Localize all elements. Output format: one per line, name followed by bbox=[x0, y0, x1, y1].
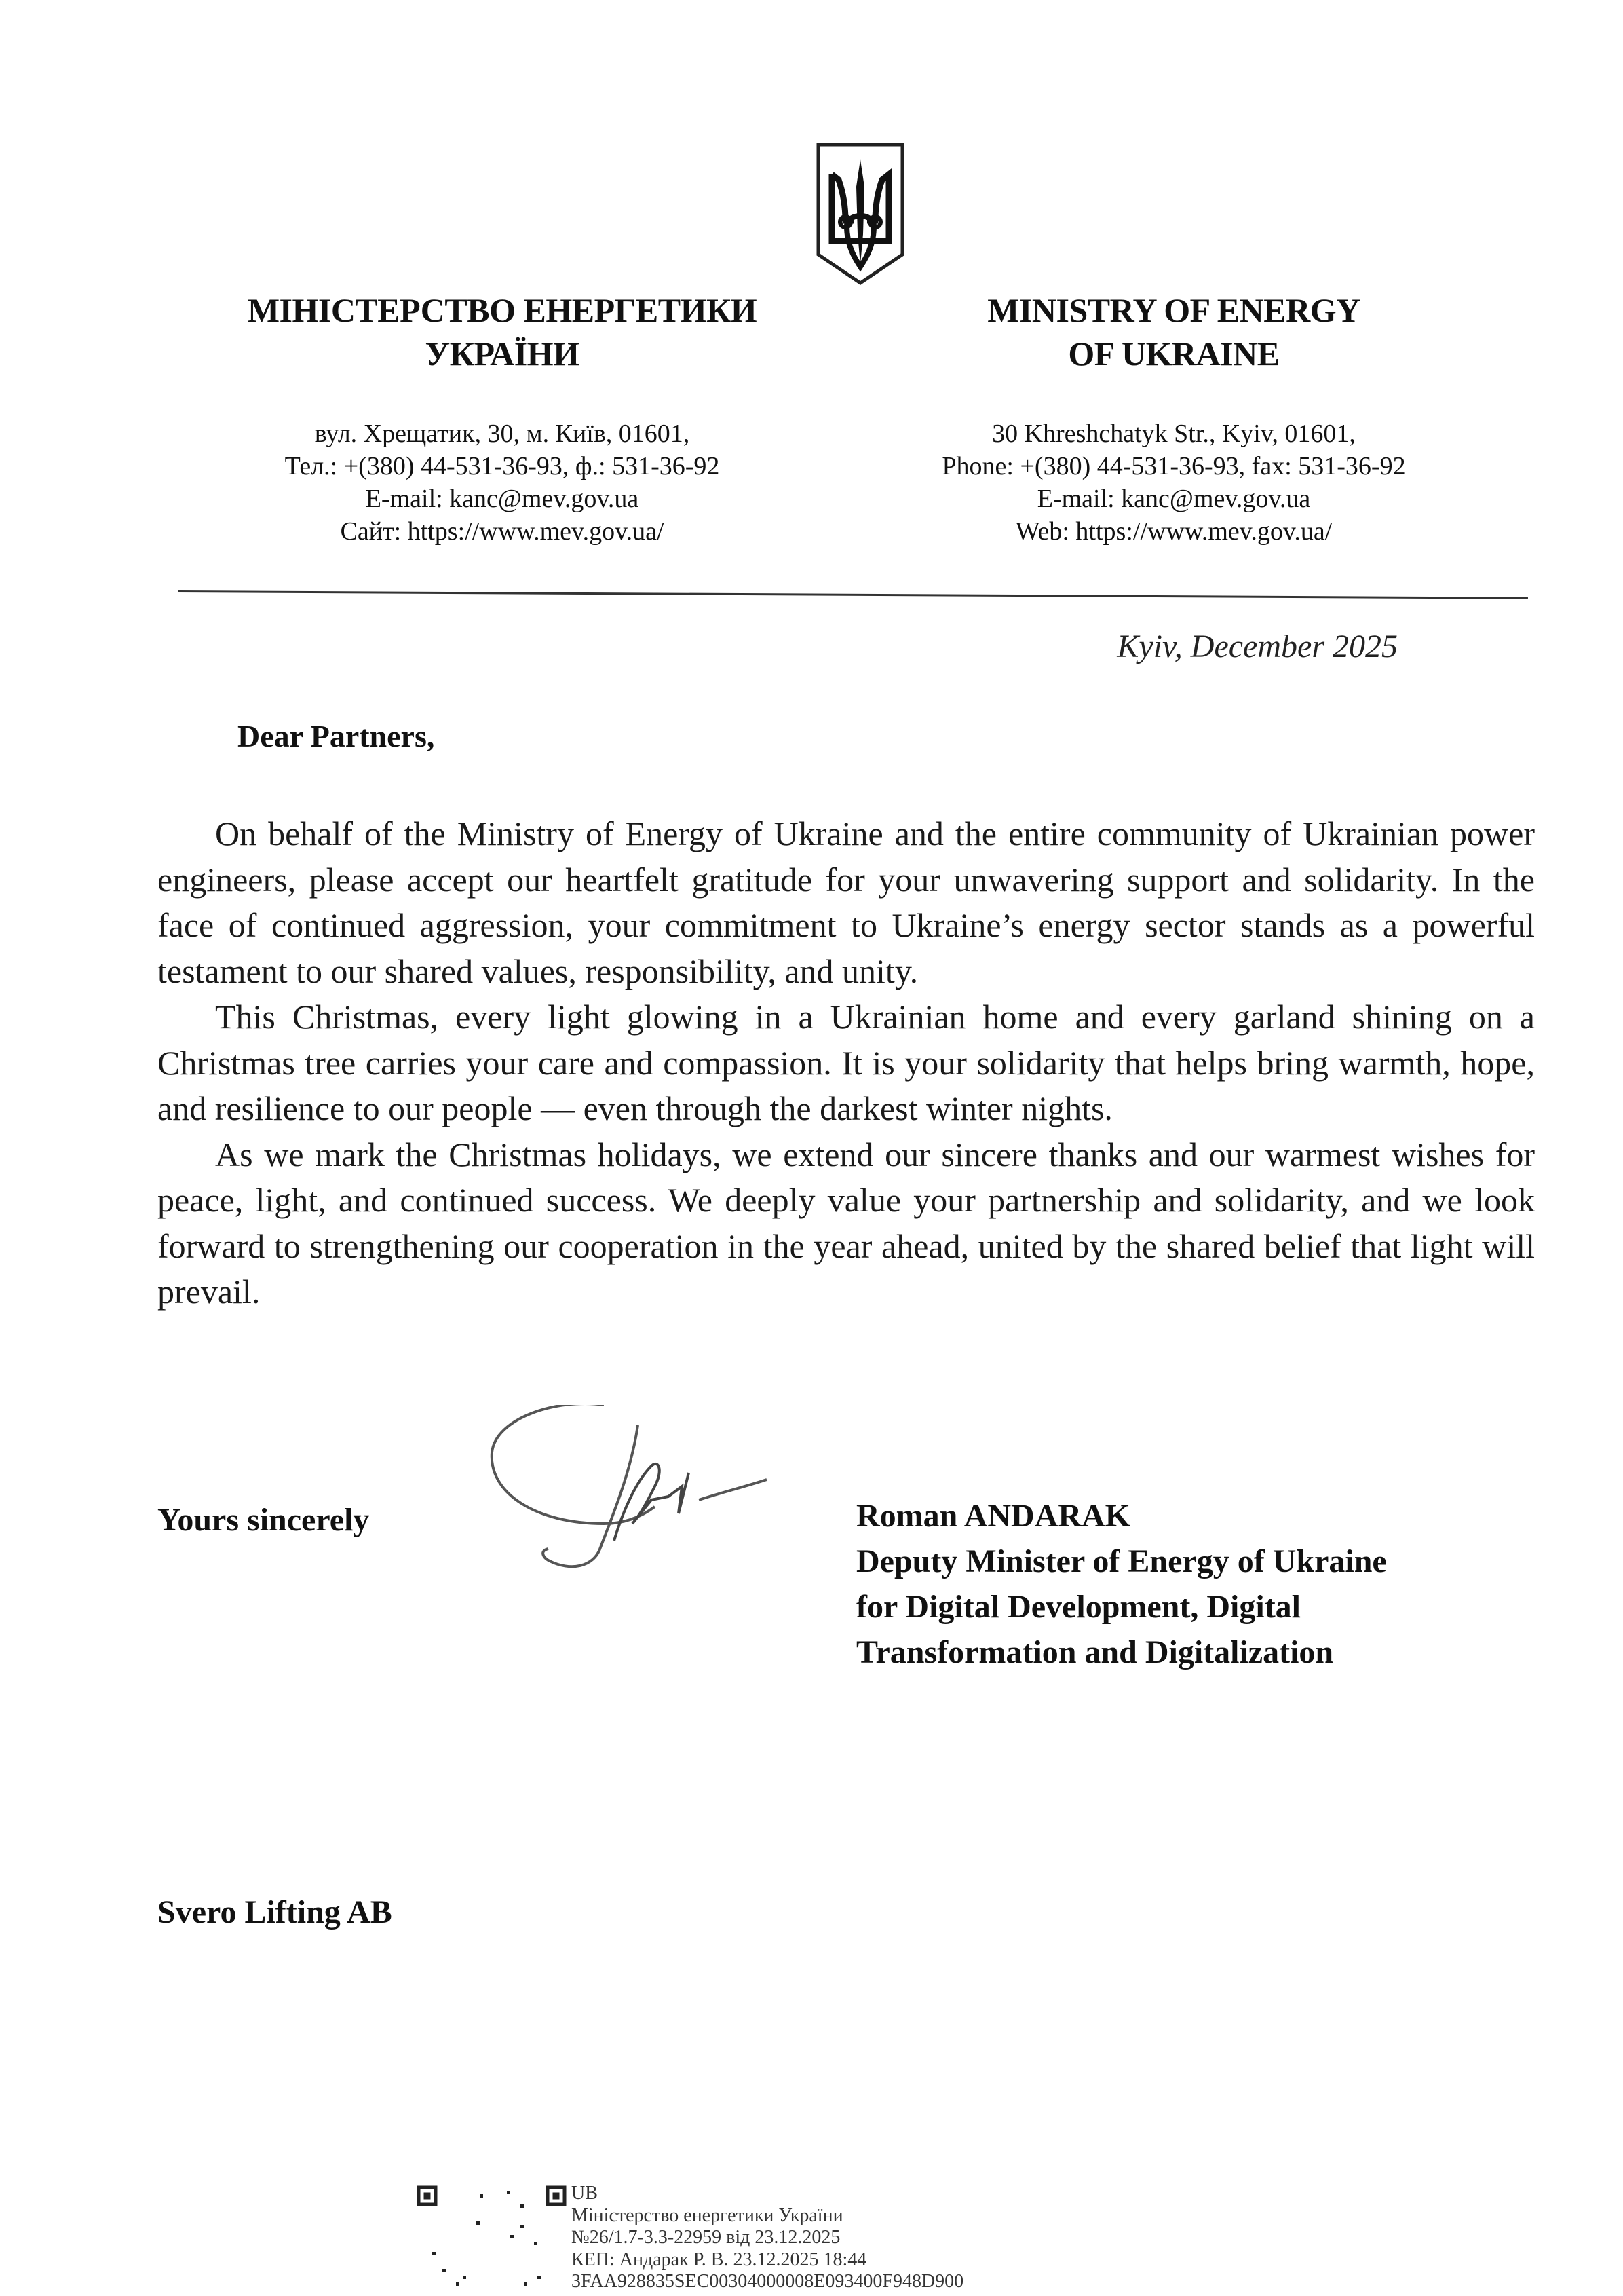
e-signature-stamp bbox=[571, 2183, 963, 2293]
phone-ua: Тел.: +(380) 44-531-36-93, ф.: 531-36-92 bbox=[284, 452, 720, 481]
website-ua[interactable]: Сайт: https://www.mev.gov.ua/ bbox=[340, 517, 664, 546]
qr-code-icon bbox=[415, 2184, 568, 2296]
place-date: Kyiv, December 2025 bbox=[1117, 628, 1398, 664]
phone-en: Phone: +(380) 44-531-36-93, fax: 531-36-92 bbox=[942, 452, 1406, 481]
stamp-line: 3FAA928835SEC00304000008E093400F948D900 bbox=[571, 2271, 964, 2292]
contact-block-ua bbox=[176, 417, 828, 548]
address-en: 30 Khreshchatyk Str., Kyiv, 01601, bbox=[992, 419, 1356, 448]
stamp-line: UB bbox=[571, 2183, 598, 2204]
recipient: Svero Lifting AB bbox=[157, 1894, 392, 1930]
paragraph: On behalf of the Ministry of Energy of Ukraine and the entire community of Ukrainian power engineers, please accept our heartfelt gratitude for your unwavering support and solidarity. In the face of continued aggression, your commitment to Ukraine’s energy sector stands as a powerful testament to our shared values, responsibility, and unity. bbox=[157, 814, 1535, 990]
header-divider bbox=[178, 590, 1528, 599]
website-en[interactable]: Web: https://www.mev.gov.ua/ bbox=[1015, 517, 1333, 546]
stamp-line: КЕП: Андарак Р. В. 23.12.2025 18:44 bbox=[571, 2248, 867, 2270]
ministry-name-en-line2: OF UKRAINE bbox=[1068, 335, 1280, 373]
signer-name: Roman ANDARAK bbox=[856, 1498, 1131, 1534]
signer-title-line: Transformation and Digitalization bbox=[856, 1634, 1334, 1670]
paragraph: As we mark the Christmas holidays, we extend our sincere thanks and our warmest wishes for peace, light, and continued success. We deeply value your partnership and solidarity, and we look forward to strengthening our cooperation in the year ahead, united by the shared belief that light will prevail. bbox=[157, 1135, 1535, 1311]
letterhead-ua bbox=[176, 288, 828, 375]
paragraph: This Christmas, every light glowing in a Ukrainian home and every garland shining on a Christmas tree carries your care and compassion. It is your solidarity that helps bring warmth, hope, and resilience to our people — even through the darkest winter nights. bbox=[157, 998, 1535, 1127]
signer-title-line: Deputy Minister of Energy of Ukraine bbox=[856, 1543, 1387, 1579]
ministry-name-ua-line1: МІНІСТЕРСТВО ЕНЕРГЕТИКИ bbox=[247, 291, 757, 329]
stamp-line: №26/1.7-3.3-22959 від 23.12.2025 bbox=[571, 2227, 841, 2248]
contact-block-en bbox=[835, 417, 1513, 548]
closing: Yours sincerely bbox=[157, 1502, 370, 1538]
letterhead-en bbox=[862, 288, 1486, 375]
address-ua: вул. Хрещатик, 30, м. Київ, 01601, bbox=[314, 419, 690, 448]
handwritten-signature-icon bbox=[380, 1405, 821, 1581]
coat-of-arms-icon bbox=[813, 139, 908, 288]
ministry-name-en-line1: MINISTRY OF ENERGY bbox=[987, 291, 1360, 329]
letter-body bbox=[157, 811, 1535, 1315]
greeting: Dear Partners, bbox=[237, 719, 435, 753]
email-en[interactable]: E-mail: kanc@mev.gov.ua bbox=[1037, 485, 1311, 513]
email-ua[interactable]: E-mail: kanc@mev.gov.ua bbox=[365, 485, 639, 513]
signer-title-line: for Digital Development, Digital bbox=[856, 1589, 1301, 1625]
stamp-line: Міністерство енергетики України bbox=[571, 2204, 843, 2226]
ministry-name-ua-line2: УКРАЇНИ bbox=[425, 335, 579, 373]
signer-block bbox=[856, 1493, 1576, 1675]
